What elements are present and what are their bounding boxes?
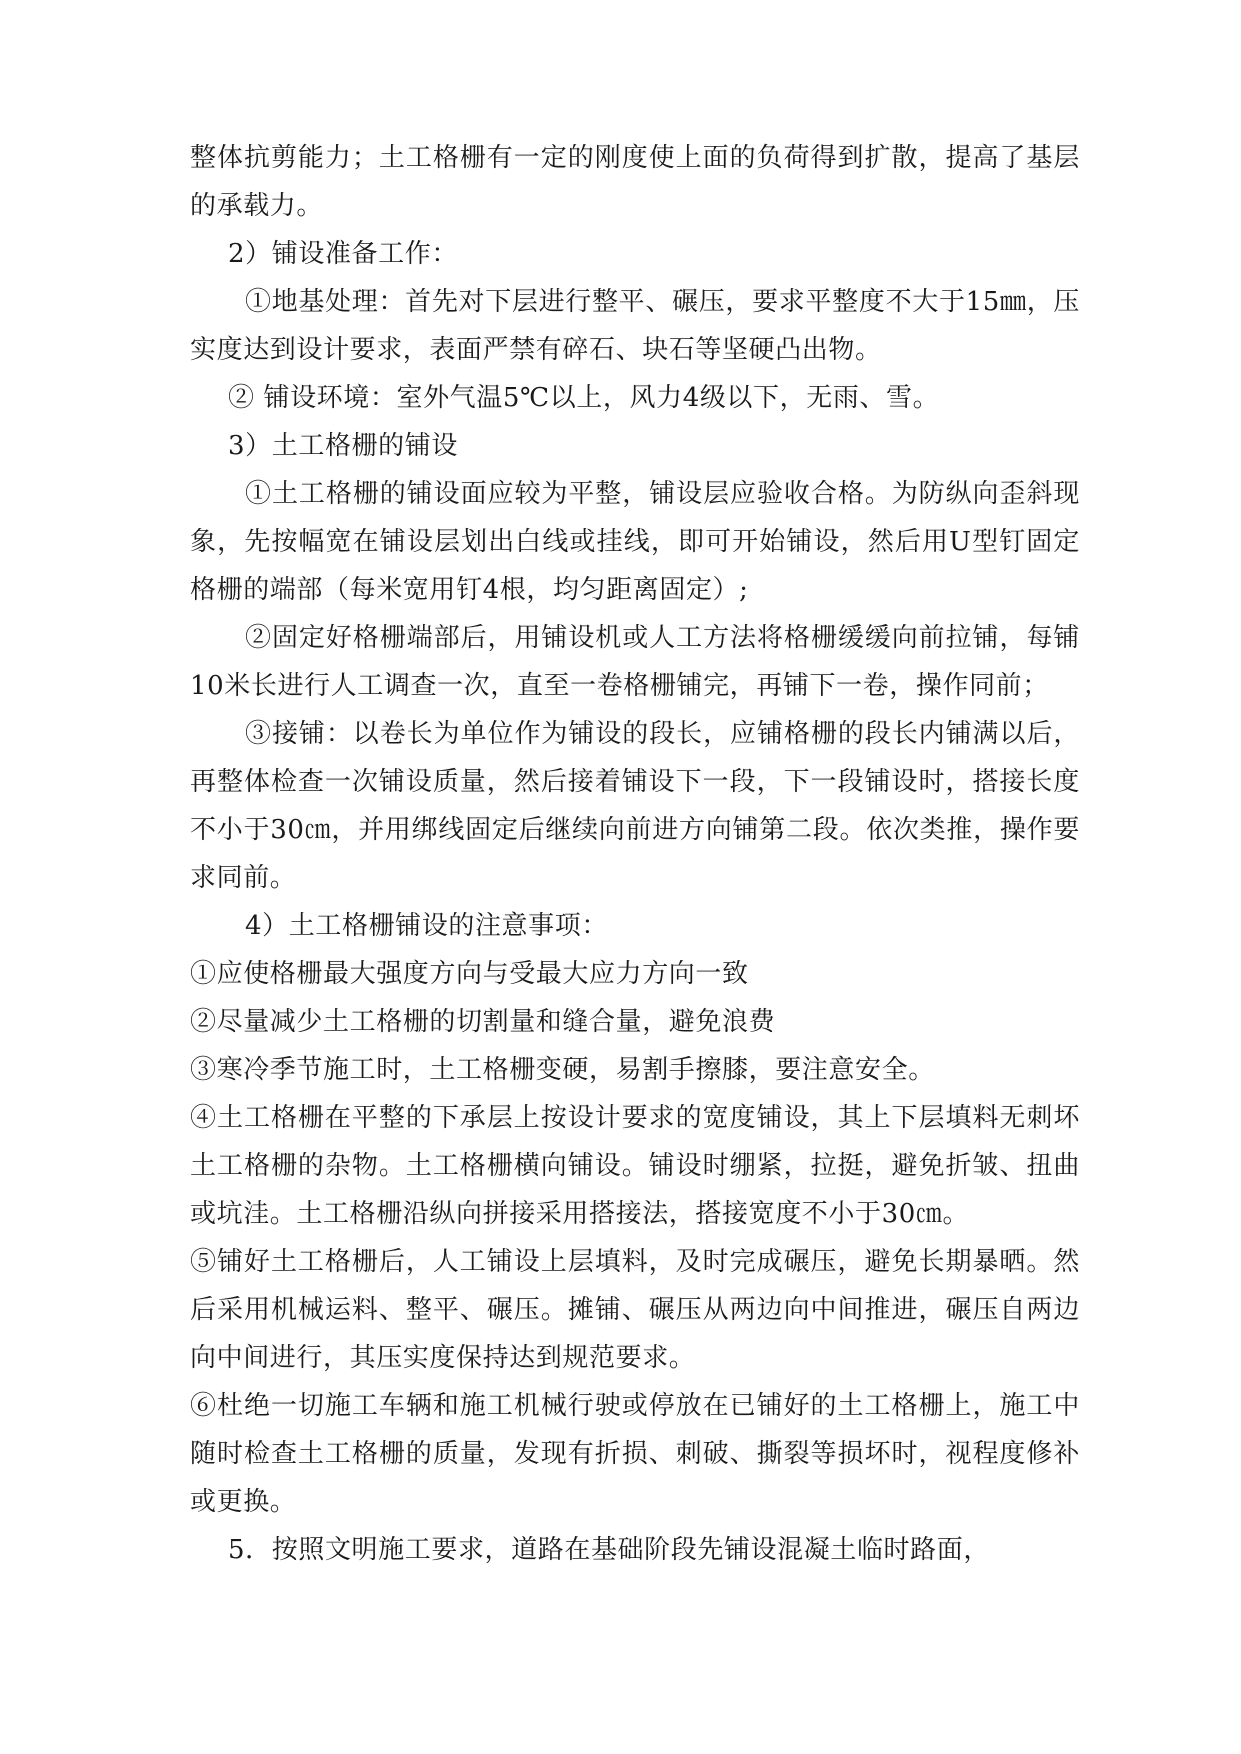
paragraph-3: ①地基处理：首先对下层进行整平、碾压，要求平整度不大于15㎜，压实度达到设计要求，表面严禁有碎石、块石等坚硬凸出物。	[190, 287, 1080, 365]
paragraph-6: ①土工格栅的铺设面应较为平整，铺设层应验收合格。为防纵向歪斜现象，先按幅宽在铺设层划出白线或挂线，即可开始铺设，然后用U型钉固定格栅的端部（每米宽用钉4根，均匀距离固定）;	[190, 479, 1080, 605]
paragraph-1: 整体抗剪能力；土工格栅有一定的刚度使上面的负荷得到扩散，提高了基层的承载力。	[190, 143, 1080, 221]
paragraph-2: 2）铺设准备工作：	[228, 239, 458, 269]
paragraph-15: ⑥杜绝一切施工车辆和施工机械行驶或停放在已铺好的土工格栅上，施工中随时检查土工格栅的质量，发现有折损、刺破、撕裂等损坏时，视程度修补或更换。	[190, 1391, 1080, 1517]
paragraph-13: ④土工格栅在平整的下承层上按设计要求的宽度铺设，其上下层填料无刺坏土工格栅的杂物。土工格栅横向铺设。铺设时绷紧，拉挺，避免折皱、扭曲或坑洼。土工格栅沿纵向拼接采用搭接法，搭接宽度不小于30㎝。	[190, 1103, 1080, 1229]
paragraph-7: ②固定好格栅端部后，用铺设机或人工方法将格栅缓缓向前拉铺，每铺10米长进行人工调查一次，直至一卷格栅铺完，再铺下一卷，操作同前；	[190, 623, 1080, 701]
paragraph-10: ①应使格栅最大强度方向与受最大应力方向一致	[190, 959, 749, 989]
paragraph-14: ⑤铺好土工格栅后，人工铺设上层填料，及时完成碾压，避免长期暴晒。然后采用机械运料、整平、碾压。摊铺、碾压从两边向中间推进，碾压自两边向中间进行，其压实度保持达到规范要求。	[190, 1247, 1080, 1373]
paragraph-16: 5．按照文明施工要求，道路在基础阶段先铺设混凝土临时路面，	[228, 1535, 990, 1565]
paragraph-11: ②尽量减少土工格栅的切割量和缝合量，避免浪费	[190, 1007, 776, 1037]
paragraph-8: ③接铺：以卷长为单位作为铺设的段长，应铺格栅的段长内铺满以后，再整体检查一次铺设质量，然后接着铺设下一段，下一段铺设时，搭接长度不小于30㎝，并用绑线固定后继续向前进方向铺第二段。依次类推，操作要求同前。	[190, 719, 1080, 893]
body-text	[190, 134, 1080, 1574]
paragraph-4: ② 铺设环境：室外气温5℃以上，风力4级以下，无雨、雪。	[228, 383, 940, 413]
paragraph-5: 3）土工格栅的铺设	[228, 431, 458, 461]
paragraph-9: 4）土工格栅铺设的注意事项：	[245, 911, 608, 941]
paragraph-12: ③寒冷季节施工时，土工格栅变硬，易割手擦膝，要注意安全。	[190, 1055, 935, 1085]
